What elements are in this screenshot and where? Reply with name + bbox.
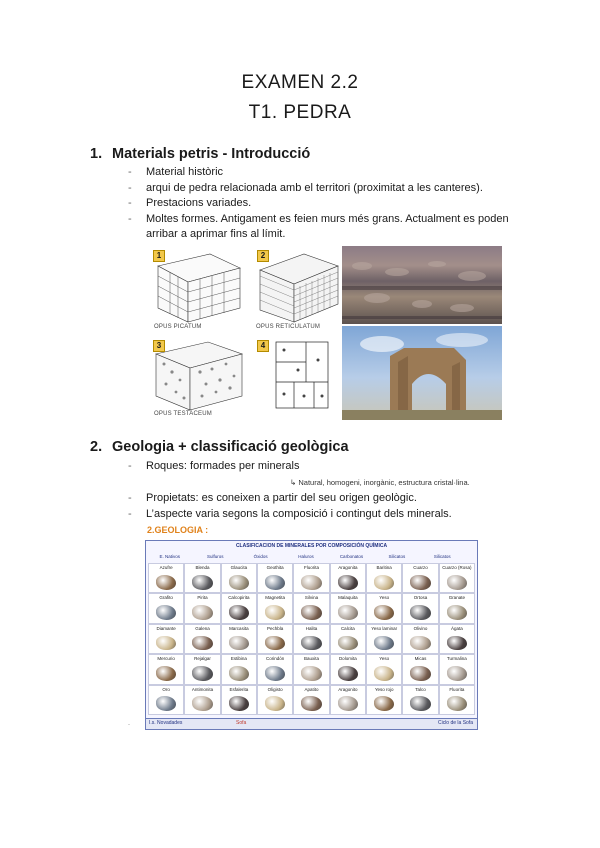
mineral-sample-image	[192, 605, 213, 620]
mineral-sample-image	[447, 575, 468, 590]
mineral-cell	[257, 593, 293, 623]
mineral-name: Diamante	[156, 625, 176, 631]
mineral-name: Turmalina	[446, 656, 467, 662]
mineral-sample-image	[301, 605, 322, 620]
mineral-cell	[439, 685, 475, 715]
mineral-name: Ortosa	[413, 595, 428, 601]
section1-heading	[90, 146, 310, 162]
masonry-figure	[150, 246, 502, 420]
mineral-name: Aragonita	[338, 565, 358, 570]
mineral-cell	[402, 685, 438, 715]
column-header: Silicatos	[388, 554, 406, 559]
figure-tag-2: 2	[257, 250, 269, 262]
figure-tag-1: 1	[153, 250, 165, 262]
mineral-cell	[221, 563, 257, 593]
mineral-name: Grafito	[159, 595, 173, 601]
mineral-name: Mercurio	[157, 656, 175, 662]
mineral-sample-image	[447, 605, 468, 620]
mineral-sample-image	[301, 575, 322, 590]
mineral-cell	[293, 624, 329, 654]
mineral-sample-image	[265, 666, 286, 681]
mineral-name: Antimonita	[191, 686, 214, 692]
mineral-name: Silvina	[304, 595, 319, 601]
mineral-cell	[184, 624, 220, 654]
list-item: - Material històric	[128, 165, 530, 181]
mineral-name: Esfalerita	[229, 686, 249, 692]
mineral-name: Corindón	[266, 656, 285, 662]
mineral-sample-image	[447, 696, 468, 711]
mineral-cell	[293, 563, 329, 593]
mineral-sample-image	[410, 666, 431, 681]
footer-mid: Sofa	[236, 720, 247, 726]
mineral-cell	[366, 654, 402, 684]
mineral-sample-image	[374, 605, 395, 620]
mineral-sample-image	[301, 696, 322, 711]
mineral-sample-image	[265, 636, 286, 651]
mineral-sample-image	[229, 636, 250, 651]
mineral-cell	[148, 563, 184, 593]
mineral-sample-image	[301, 636, 322, 651]
figure-tag-4: 4	[257, 340, 269, 352]
mineral-name: Yeso	[379, 595, 390, 601]
mineral-name: Estibina	[230, 656, 247, 662]
mineral-name: Apatito	[304, 686, 319, 692]
list-item: - Prestacions variades.	[128, 196, 530, 212]
table-title: CLASIFICACION DE MINERALES POR COMPOSICIÓN QUÍMICA	[235, 543, 388, 549]
mineral-cell	[221, 624, 257, 654]
page-title-line1: EXAMEN 2.2	[241, 72, 359, 93]
mineral-cell	[402, 563, 438, 593]
section1-number: 1.	[90, 146, 103, 162]
mineral-cell	[439, 593, 475, 623]
column-header: Silicatos	[433, 554, 451, 559]
mineral-sample-image	[156, 666, 177, 681]
mineral-name: Blenda	[195, 565, 210, 570]
mineral-cell	[402, 654, 438, 684]
mineral-sample-image	[192, 666, 213, 681]
mineral-name: Olivino	[413, 625, 428, 631]
mineral-name: Yeso rojo	[374, 686, 394, 692]
mineral-sample-image	[374, 636, 395, 651]
table-footer-bar	[146, 718, 477, 729]
mineral-cell	[330, 563, 366, 593]
list-item: - L’aspecte varia segons la composició i contingut dels minerals.	[128, 507, 530, 523]
list-item: - arqui de pedra relacionada amb el territori (proximitat a les canteres).	[128, 181, 530, 197]
mineral-cell	[184, 593, 220, 623]
mineral-sample-image	[229, 696, 250, 711]
roman-arch-photo	[342, 326, 502, 420]
figure-tag-3: 3	[153, 340, 165, 352]
mineral-sample-image	[338, 696, 359, 711]
mineral-cell	[366, 563, 402, 593]
mineral-name: Marcasita	[229, 625, 249, 631]
mineral-cell	[148, 654, 184, 684]
mineral-sample-image	[374, 696, 395, 711]
mineral-cell	[257, 624, 293, 654]
mineral-name: Yeso laminar	[371, 625, 398, 631]
column-headers	[148, 554, 475, 562]
mineral-cell	[221, 654, 257, 684]
mineral-sample-image	[156, 575, 177, 590]
mineral-sample-image	[229, 605, 250, 620]
mineral-name: Yeso	[379, 656, 390, 662]
stone-wall-photo	[342, 246, 502, 324]
mineral-cell	[366, 624, 402, 654]
mineral-name: Cuarzo (Rosa)	[442, 565, 472, 570]
list-item: - Moltes formes. Antigament es feien murs més grans. Actualment es poden arribar a aprimar fins al límit.	[128, 212, 530, 243]
mineral-name: Baritina	[376, 565, 392, 570]
mineral-name: Halita	[305, 625, 318, 631]
mineral-grid	[148, 563, 475, 715]
section2-number: 2.	[90, 439, 103, 455]
list-item: - Roques: formades per minerals	[128, 459, 530, 475]
mineral-cell	[439, 563, 475, 593]
mineral-cell	[257, 563, 293, 593]
section2-subnote: ↳ Natural, homogeni, inorgànic, estructura cristal·lina.	[290, 478, 470, 487]
mineral-name: Fluorita	[303, 565, 319, 570]
section1-title: Materials petris - Introducció	[112, 146, 311, 162]
mineral-sample-image	[410, 696, 431, 711]
mineral-cell	[402, 593, 438, 623]
mineral-name: Malaquita	[338, 595, 358, 601]
mineral-name: Fluorita	[449, 686, 465, 692]
mineral-name: Pirita	[197, 595, 208, 601]
mineral-cell	[330, 654, 366, 684]
footer-left: I.s. Novadades	[149, 720, 183, 726]
footer-right: Ciclo de la Sofa	[437, 720, 473, 726]
mineral-sample-image	[265, 575, 286, 590]
page-title-line2: T1. PEDRA	[248, 102, 352, 123]
geology-label: 2.GEOLOGIA :	[147, 525, 209, 535]
mineral-name: Oro	[162, 686, 170, 692]
figure-caption-3: OPUS TESTACEUM	[154, 411, 212, 417]
mineral-cell	[293, 685, 329, 715]
mineral-sample-image	[374, 666, 395, 681]
section2-title: Geologia + classificació geològica	[112, 439, 349, 455]
mineral-sample-image	[229, 575, 250, 590]
mineral-cell	[330, 685, 366, 715]
mineral-cell	[221, 685, 257, 715]
column-header: Sulfuros	[206, 554, 224, 559]
figure-caption-1: OPUS PICATUM	[154, 324, 202, 330]
mineral-sample-image	[338, 605, 359, 620]
mineral-cell	[366, 685, 402, 715]
trailing-dash: -	[128, 722, 130, 728]
mineral-name: Oligisto	[267, 686, 283, 692]
column-header: Haluros	[298, 554, 314, 559]
section2-bullets-b	[128, 491, 530, 522]
figure-caption-2: OPUS RETICULATUM	[256, 324, 321, 330]
mineral-sample-image	[447, 666, 468, 681]
mineral-cell	[293, 593, 329, 623]
mineral-name: Calcopirita	[228, 595, 250, 601]
mineral-cell	[257, 685, 293, 715]
mineral-name: Cuarzo	[413, 565, 428, 570]
section2-heading	[90, 439, 349, 455]
mineral-sample-image	[338, 636, 359, 651]
column-header: E. Nativos	[159, 554, 181, 559]
mineral-name: Granate	[448, 595, 465, 601]
column-header: Carbonatos	[339, 554, 364, 559]
mineral-sample-image	[338, 575, 359, 590]
mineral-cell	[184, 563, 220, 593]
mineral-sample-image	[265, 605, 286, 620]
mineral-sample-image	[410, 636, 431, 651]
mineral-name: Calcita	[340, 625, 355, 631]
mineral-name: Aragonito	[338, 686, 358, 692]
mineral-sample-image	[156, 696, 177, 711]
mineral-cell	[148, 593, 184, 623]
mineral-name: Azufre	[159, 565, 173, 570]
mineral-sample-image	[192, 636, 213, 651]
mineral-sample-image	[410, 605, 431, 620]
mineral-cell	[148, 685, 184, 715]
mineral-name: Geothita	[266, 565, 284, 570]
mineral-name: Ágata	[450, 625, 463, 631]
mineral-name: Talco	[415, 686, 426, 692]
mineral-sample-image	[301, 666, 322, 681]
mineral-cell	[439, 654, 475, 684]
mineral-cell	[293, 654, 329, 684]
mineral-sample-image	[156, 636, 177, 651]
mineral-name: Micas	[414, 656, 427, 662]
mineral-sample-image	[338, 666, 359, 681]
mineral-name: Glaucita	[230, 565, 248, 570]
mineral-cell	[330, 624, 366, 654]
mineral-name: Rejalgar	[194, 656, 211, 662]
section2-bullets-a	[128, 459, 530, 475]
mineral-classification-table	[145, 540, 478, 730]
mineral-sample-image	[156, 605, 177, 620]
mineral-cell	[366, 593, 402, 623]
section1-bullets	[128, 165, 530, 243]
mineral-sample-image	[192, 575, 213, 590]
mineral-sample-image	[265, 696, 286, 711]
mineral-name: Pechbla	[267, 625, 284, 631]
mineral-cell	[257, 654, 293, 684]
mineral-cell	[330, 593, 366, 623]
mineral-name: Bauxita	[303, 656, 319, 662]
mineral-sample-image	[447, 636, 468, 651]
mineral-cell	[439, 624, 475, 654]
mineral-name: Magnetita	[265, 595, 286, 601]
mineral-cell	[402, 624, 438, 654]
mineral-name: Dolomita	[338, 656, 357, 662]
mineral-cell	[184, 654, 220, 684]
mineral-cell	[221, 593, 257, 623]
mineral-sample-image	[229, 666, 250, 681]
mineral-name: Galena	[195, 625, 210, 631]
mineral-sample-image	[192, 696, 213, 711]
mineral-cell	[184, 685, 220, 715]
list-item: - Propietats: es coneixen a partir del seu origen geològic.	[128, 491, 530, 507]
column-header: Óxidos	[253, 554, 268, 559]
mineral-sample-image	[410, 575, 431, 590]
mineral-sample-image	[374, 575, 395, 590]
mineral-cell	[148, 624, 184, 654]
